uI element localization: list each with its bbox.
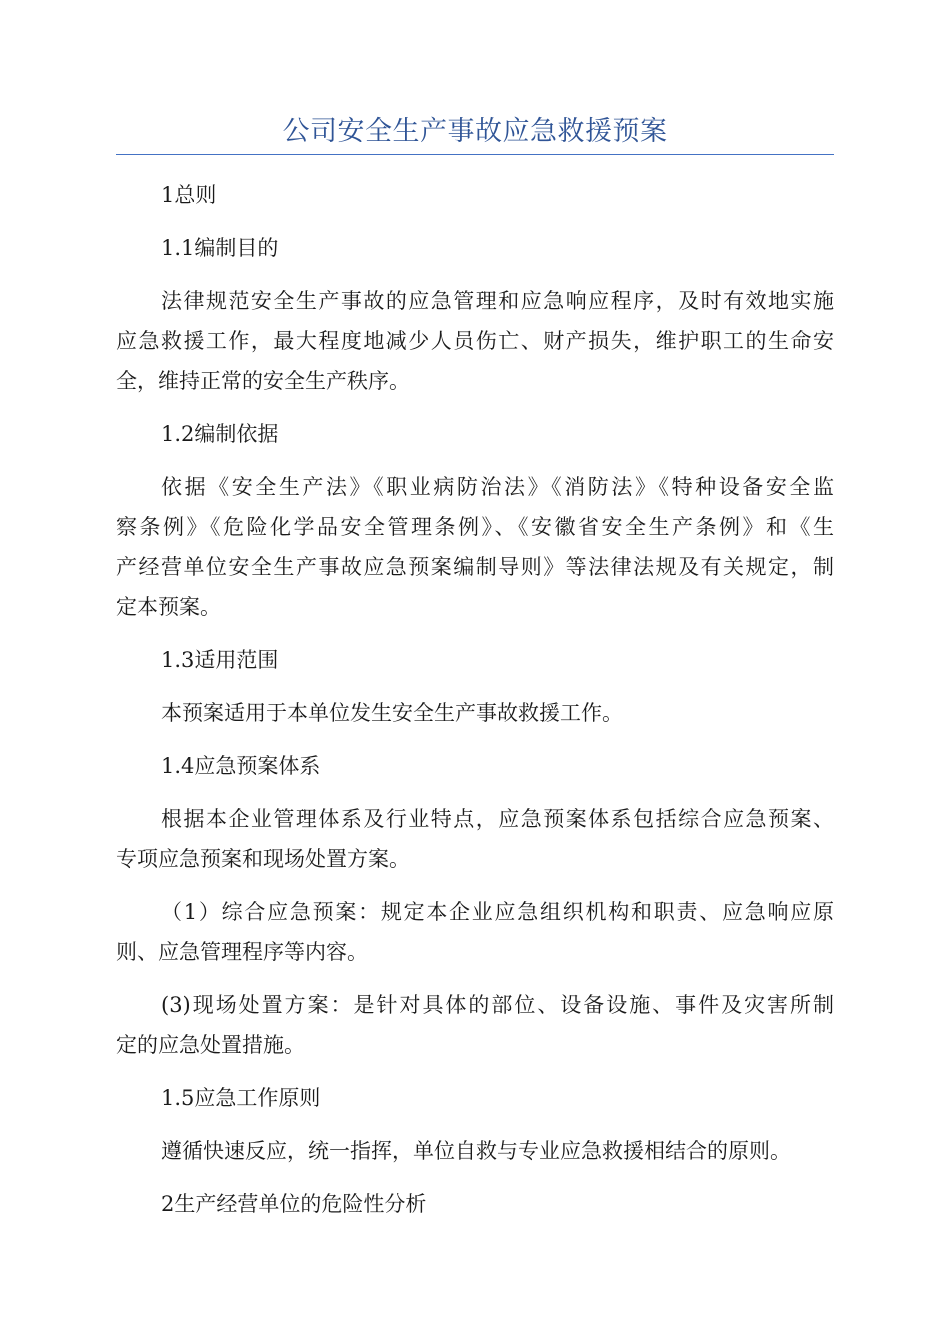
paragraph-system-line-2: 专项应急预案和现场处置方案。 xyxy=(116,847,410,871)
paragraph-principles-line-1: 遵循快速反应，统一指挥，单位自救与专业应急救援相结合的原则。 xyxy=(161,1139,791,1163)
paragraph-purpose-line-3: 全，维持正常的安全生产秩序。 xyxy=(116,369,410,393)
page-title: 公司安全生产事故应急救援预案 xyxy=(282,116,668,147)
title-underline xyxy=(116,154,834,155)
paragraph-basis-line-4: 定本预案。 xyxy=(116,595,221,619)
paragraph-purpose-line-1: 法律规范安全生产事故的应急管理和应急响应程序，及时有效地实施 xyxy=(161,289,834,313)
paragraph-basis-line-1: 依据《安全生产法》《职业病防治法》《消防法》《特种设备安全监 xyxy=(161,475,834,499)
subsection-heading-1-4: 1.4应急预案体系 xyxy=(161,754,321,778)
paragraph-onsite-line-1: (3)现场处置方案：是针对具体的部位、设备设施、事件及灾害所制 xyxy=(161,993,834,1017)
paragraph-scope-line-1: 本预案适用于本单位发生安全生产事故救援工作。 xyxy=(161,701,623,725)
paragraph-basis-line-2: 察条例》《危险化学品安全管理条例》、《安徽省安全生产条例》和《生 xyxy=(116,515,834,539)
paragraph-onsite-line-2: 定的应急处置措施。 xyxy=(116,1033,305,1057)
paragraph-system-line-1: 根据本企业管理体系及行业特点，应急预案体系包括综合应急预案、 xyxy=(161,807,834,831)
subsection-heading-1-5: 1.5应急工作原则 xyxy=(161,1086,321,1110)
section-heading-1: 1总则 xyxy=(161,183,217,207)
subsection-heading-1-2: 1.2编制依据 xyxy=(161,422,279,446)
paragraph-purpose-line-2: 应急救援工作，最大程度地减少人员伤亡、财产损失，维护职工的生命安 xyxy=(116,329,834,353)
paragraph-comprehensive-line-1: （1）综合应急预案：规定本企业应急组织机构和职责、应急响应原 xyxy=(161,900,834,924)
paragraph-basis-line-3: 产经营单位安全生产事故应急预案编制导则》等法律法规及有关规定，制 xyxy=(116,555,834,579)
section-heading-2: 2生产经营单位的危险性分析 xyxy=(161,1192,427,1216)
paragraph-comprehensive-line-2: 则、应急管理程序等内容。 xyxy=(116,940,368,964)
subsection-heading-1-1: 1.1编制目的 xyxy=(161,236,279,260)
subsection-heading-1-3: 1.3适用范围 xyxy=(161,648,279,672)
